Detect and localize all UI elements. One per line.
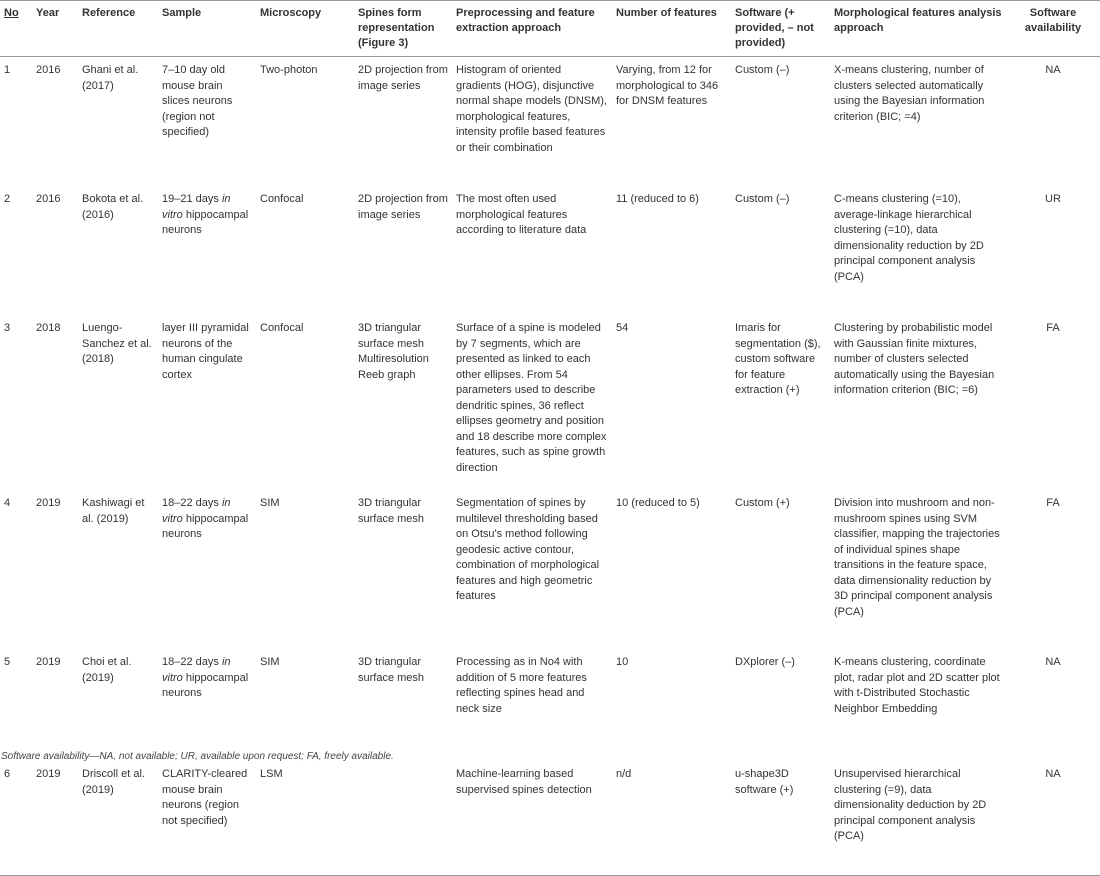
- header-sample: Sample: [158, 1, 256, 57]
- header-number-of-features: Number of features: [612, 1, 731, 57]
- cell-year: 2019: [32, 761, 78, 876]
- table-footnote: Software availability—NA, not available; UR, available upon request; FA, freely available.: [1, 751, 394, 762]
- cell-reference: Ghani et al. (2017): [82, 64, 139, 92]
- cell-no: 6: [0, 761, 32, 876]
- cell-microscopy: SIM: [260, 656, 280, 668]
- cell-spines-form: 2D projection from image series: [358, 64, 448, 92]
- cell-software: Custom (+): [735, 497, 790, 509]
- table-row: [0, 315, 1100, 490]
- cell-preprocessing: Machine-learning based supervised spines detection: [452, 761, 612, 876]
- cell-year: 2019: [36, 656, 61, 668]
- cell-morph-analysis: X-means clustering, number of clusters selected automatically using the Bayesian information criterion (BIC; =4): [834, 64, 985, 123]
- cell-availability: FA: [1046, 322, 1060, 334]
- header-spines-form: Spines form representation (Figure 3): [354, 1, 452, 57]
- header-preprocessing: Preprocessing and feature extraction approach: [452, 1, 612, 57]
- cell-reference: Bokota et al. (2016): [82, 193, 144, 221]
- cell-sample: 19–21 days in vitro hippocampal neurons: [162, 193, 249, 236]
- cell-microscopy: Confocal: [260, 322, 304, 334]
- header-row: [0, 1, 1100, 57]
- cell-preprocessing: The most often used morphological features according to literature data: [456, 193, 587, 236]
- table-row: [0, 490, 1100, 649]
- cell-number-of-features: Varying, from 12 for morphological to 346 for DNSM features: [616, 64, 719, 107]
- cell-spines-form: 3D triangular surface mesh Multiresolution Reeb graph: [358, 322, 429, 381]
- cell-no: 4: [4, 497, 11, 509]
- header-morph-analysis: Morphological features analysis approach: [830, 1, 1006, 57]
- cell-number-of-features: 10: [616, 656, 629, 668]
- cell-software: Imaris for segmentation ($), custom software for feature extraction (+): [735, 322, 821, 396]
- cell-no: 1: [4, 64, 11, 76]
- cell-sample: 7–10 day old mouse brain slices neurons (region not specified): [162, 64, 233, 138]
- cell-sample: CLARITY-cleared mouse brain neurons (region not specified): [158, 761, 256, 876]
- cell-number-of-features: n/d: [612, 761, 731, 876]
- sample-italic: in vitro: [162, 656, 231, 684]
- cell-year: 2016: [36, 193, 61, 205]
- cell-preprocessing: Histogram of oriented gradients (HOG), disjunctive normal shape models (DNSM), morphological features, intensity profile based features or their combination: [456, 64, 607, 154]
- cell-preprocessing: Processing as in No4 with addition of 5 more features reflecting spines head and neck size: [456, 656, 587, 715]
- header-no: No: [0, 1, 32, 57]
- cell-number-of-features: 11 (reduced to 6): [616, 193, 699, 205]
- cell-morph-analysis: K-means clustering, coordinate plot, radar plot and 2D scatter plot with t-Distributed Stochastic Neighbor Embedding: [834, 656, 1000, 715]
- header-software-availability: Software availability: [1006, 1, 1100, 57]
- cell-year: 2019: [36, 497, 61, 509]
- cell-morph-analysis: Division into mushroom and non-mushroom spines using SVM classifier, mapping the trajectories of individual spines shape transitions in the feature space, data dimensionality reduction by 3D principal component analysis (PCA): [834, 497, 1000, 618]
- table-row: [0, 57, 1100, 187]
- cell-availability: FA: [1046, 497, 1060, 509]
- cell-microscopy: LSM: [256, 761, 354, 876]
- cell-sample: 18–22 days in vitro hippocampal neurons: [162, 497, 249, 540]
- header-year: Year: [32, 1, 78, 57]
- cell-sample: 18–22 days in vitro hippocampal neurons: [162, 656, 249, 699]
- cell-no: 5: [4, 656, 11, 668]
- cell-software: u-shape3D software (+): [731, 761, 830, 876]
- cell-spines-form: 2D projection from image series: [358, 193, 448, 221]
- cell-spines-form: 3D triangular surface mesh: [358, 656, 425, 684]
- cell-availability: NA: [1006, 761, 1100, 876]
- header-microscopy: Microscopy: [256, 1, 354, 57]
- table-row: [0, 761, 1100, 876]
- header-reference: Reference: [78, 1, 158, 57]
- sample-italic: in vitro: [162, 193, 231, 221]
- cell-microscopy: Two-photon: [260, 64, 318, 76]
- cell-year: 2016: [36, 64, 61, 76]
- cell-sample: layer III pyramidal neurons of the human cingulate cortex: [162, 322, 249, 381]
- cell-year: 2018: [36, 322, 61, 334]
- table-row: [0, 649, 1100, 761]
- cell-number-of-features: 54: [616, 322, 629, 334]
- cell-microscopy: Confocal: [260, 193, 304, 205]
- cell-reference: Driscoll et al. (2019): [78, 761, 158, 876]
- cell-software: DXplorer (–): [735, 656, 795, 668]
- sample-italic: in vitro: [162, 497, 231, 525]
- cell-morph-analysis: C-means clustering (=10), average-linkage hierarchical clustering (=10), data dimensionality reduction by 2D principal component analysis (PCA): [834, 193, 984, 283]
- cell-no: 3: [4, 322, 11, 334]
- cell-reference: Luengo-Sanchez et al. (2018): [82, 322, 152, 365]
- cell-reference: Kashiwagi et al. (2019): [82, 497, 145, 525]
- cell-no: 2: [4, 193, 11, 205]
- cell-software: Custom (–): [735, 64, 790, 76]
- table-row: [0, 186, 1100, 315]
- cell-preprocessing: Surface of a spine is modeled by 7 segments, which are presented as linked to each other ellipses. From 54 parameters used to describe dendritic spines, 36 reflect ellipses geometry and position and 18 describe more complex features, such as spine growth direction: [456, 322, 607, 474]
- cell-reference: Choi et al. (2019): [82, 656, 132, 684]
- cell-availability: NA: [1045, 64, 1061, 76]
- cell-spines-form: [354, 761, 452, 876]
- header-software: Software (+ provided, – not provided): [731, 1, 830, 57]
- cell-preprocessing: Segmentation of spines by multilevel thresholding based on Otsu's method following geodesic active contour, combination of morphological features and high geometric features: [456, 497, 600, 602]
- cell-spines-form: 3D triangular surface mesh: [358, 497, 425, 525]
- cell-microscopy: SIM: [260, 497, 280, 509]
- cell-software: Custom (–): [735, 193, 790, 205]
- cell-morph-analysis: Clustering by probabilistic model with Gaussian finite mixtures, number of clusters selected automatically using the Bayesian information criterion (BIC; =6): [834, 322, 995, 396]
- cell-availability: NA: [1045, 656, 1061, 668]
- cell-number-of-features: 10 (reduced to 5): [616, 497, 700, 509]
- cell-morph-analysis: Unsupervised hierarchical clustering (=9), data dimensionality deduction by 2D principal component analysis (PCA): [830, 761, 1006, 876]
- cell-availability: UR: [1045, 193, 1061, 205]
